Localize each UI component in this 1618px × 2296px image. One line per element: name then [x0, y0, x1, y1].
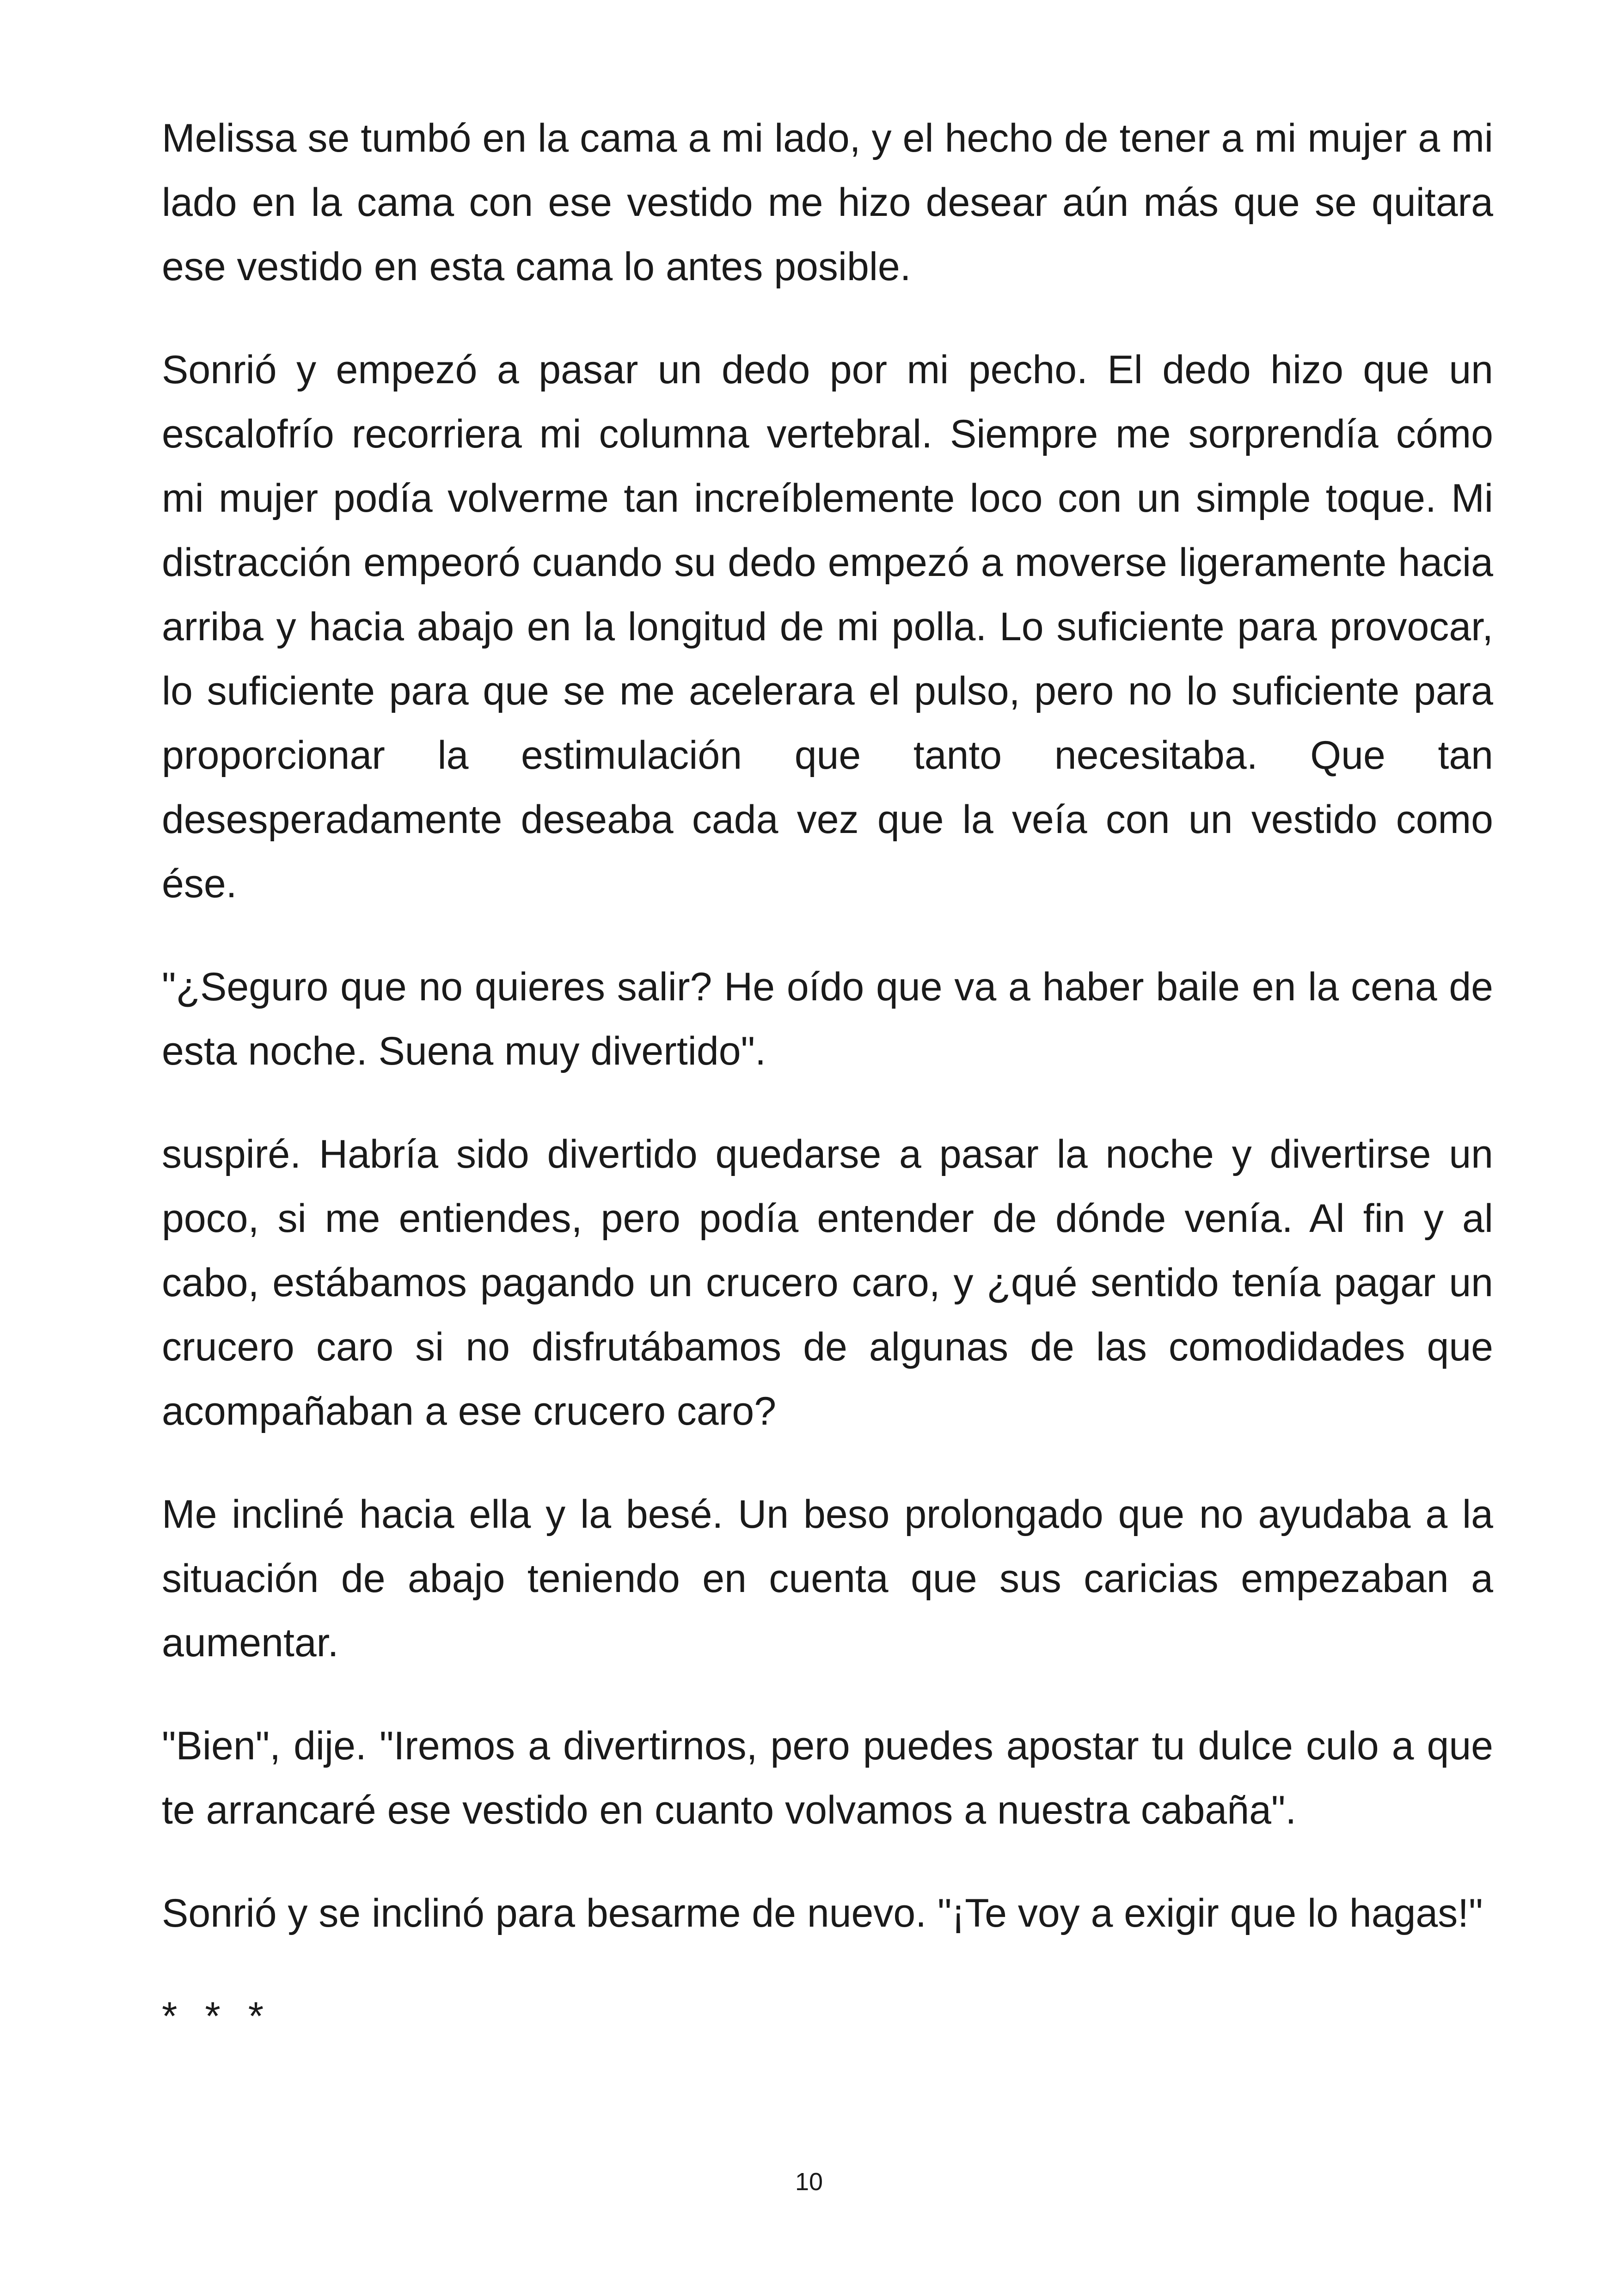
page-number: 10	[795, 2168, 823, 2196]
paragraph: "¿Seguro que no quieres salir? He oído que va a haber baile en la cena de esta noche. Suena muy divertido".	[162, 965, 1493, 1073]
scene-separator: * * *	[162, 1994, 272, 2039]
paragraph: Sonrió y se inclinó para besarme de nuevo. "¡Te voy a exigir que lo hagas!"	[162, 1891, 1483, 1935]
paragraph: Sonrió y empezó a pasar un dedo por mi pecho. El dedo hizo que un escalofrío recorriera mi columna vertebral. Siempre me sorprendía cómo mi mujer podía volverme tan increíblemente loco con un simple toque. Mi distracción empeoró cuando su dedo empezó a moverse ligeramente hacia arriba y hacia abajo en la longitud de mi polla. Lo suficiente para provocar, lo suficiente para que se me acelerara el pulso, pero no lo suficiente para proporcionar la estimulación que tanto necesitaba. Que tan desesperadamente deseaba cada vez que la veía con un vestido como ése.	[162, 348, 1493, 906]
paragraph: suspiré. Habría sido divertido quedarse a pasar la noche y divertirse un poco, si me entiendes, pero podía entender de dónde venía. Al fin y al cabo, estábamos pagando un crucero caro, y ¿qué sentido tenía pagar un crucero caro si no disfrutábamos de algunas de las comodidades que acompañaban a ese crucero caro?	[162, 1132, 1493, 1433]
paragraph: Me incliné hacia ella y la besé. Un beso prolongado que no ayudaba a la situación de abajo teniendo en cuenta que sus caricias empezaban a aumentar.	[162, 1492, 1493, 1665]
paragraph: "Bien", dije. "Iremos a divertirnos, pero puedes apostar tu dulce culo a que te arrancaré ese vestido en cuanto volvamos a nuestra cabaña".	[162, 1724, 1493, 1832]
paragraph: Melissa se tumbó en la cama a mi lado, y el hecho de tener a mi mujer a mi lado en la cama con ese vestido me hizo desear aún más que se quitara ese vestido en esta cama lo antes posible.	[162, 116, 1493, 289]
document-body	[162, 106, 1493, 2049]
